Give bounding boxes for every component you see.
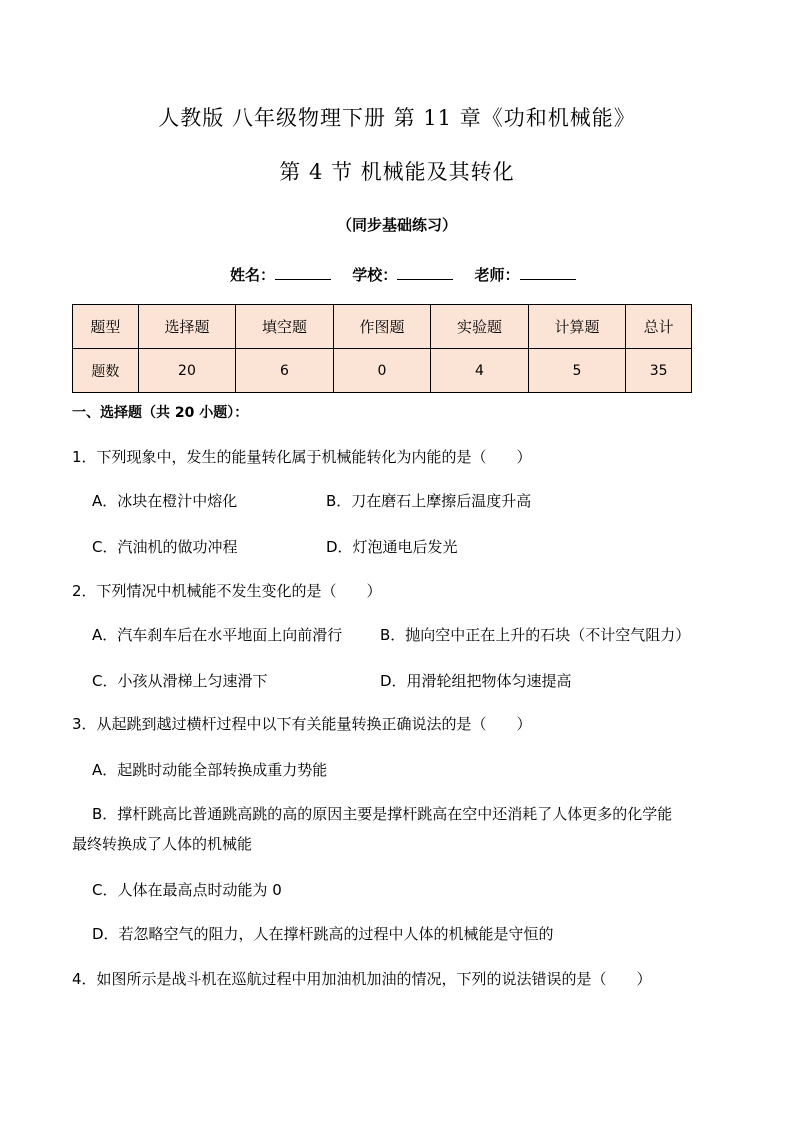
option-c: C．汽油机的做功冲程 bbox=[92, 538, 238, 556]
school-label: 学校： bbox=[352, 266, 398, 284]
teacher-blank bbox=[520, 265, 576, 280]
question-stem: 1．下列现象中，发生的能量转化属于机械能转化为内能的是（ ） bbox=[72, 448, 532, 466]
table-cell: 作图题 bbox=[333, 305, 431, 349]
table-cell: 20 bbox=[138, 349, 236, 393]
name-label: 姓名： bbox=[230, 266, 276, 284]
question-count-table bbox=[72, 304, 692, 393]
table-cell: 计算题 bbox=[528, 305, 626, 349]
question-stem: 4．如图所示是战斗机在巡航过程中用加油机加油的情况，下列的说法错误的是（ ） bbox=[72, 970, 652, 988]
option-d: D．灯泡通电后发光 bbox=[326, 538, 458, 556]
section-title-heading: 第 4 节 机械能及其转化 bbox=[279, 160, 515, 184]
option-b: B．刀在磨石上摩擦后温度升高 bbox=[326, 492, 532, 510]
worksheet-title: 人教版 八年级物理下册 第 11 章《功和机械能》 bbox=[158, 106, 636, 130]
option-d: D．用滑轮组把物体匀速提高 bbox=[380, 672, 572, 690]
table-cell: 题数 bbox=[73, 349, 139, 393]
option-a: A．冰块在橙汁中熔化 bbox=[92, 492, 238, 510]
student-info-line bbox=[230, 264, 576, 285]
table-cell: 题型 bbox=[73, 305, 139, 349]
question-stem: 3．从起跳到越过横杆过程中以下有关能量转换正确说法的是（ ） bbox=[72, 715, 532, 733]
option-c: C．小孩从滑梯上匀速滑下 bbox=[92, 672, 268, 690]
table-cell: 4 bbox=[431, 349, 529, 393]
table-cell: 选择题 bbox=[138, 305, 236, 349]
table-cell: 填空题 bbox=[236, 305, 334, 349]
table-cell: 实验题 bbox=[431, 305, 529, 349]
table-row bbox=[73, 349, 692, 393]
teacher-label: 老师： bbox=[474, 266, 520, 284]
option-a: A．起跳时动能全部转换成重力势能 bbox=[92, 761, 328, 779]
name-blank bbox=[275, 265, 331, 280]
option-c: C．人体在最高点时动能为 0 bbox=[92, 881, 282, 899]
table-cell: 5 bbox=[528, 349, 626, 393]
worksheet-subtitle: （同步基础练习） bbox=[336, 216, 457, 234]
table-cell: 0 bbox=[333, 349, 431, 393]
option-a: A．汽车刹车后在水平地面上向前滑行 bbox=[92, 626, 343, 644]
school-blank bbox=[397, 265, 453, 280]
option-b-continued: 最终转换成了人体的机械能 bbox=[72, 835, 253, 853]
option-d: D．若忽略空气的阻力，人在撑杆跳高的过程中人体的机械能是守恒的 bbox=[92, 925, 554, 943]
option-b: B．抛向空中正在上升的石块（不计空气阻力） bbox=[380, 626, 691, 644]
table-cell: 35 bbox=[626, 349, 692, 393]
option-b: B．撑杆跳高比普通跳高跳的高的原因主要是撑杆跳高在空中还消耗了人体更多的化学能 bbox=[92, 805, 673, 823]
question-stem: 2．下列情况中机械能不发生变化的是（ ） bbox=[72, 582, 382, 600]
table-header-row bbox=[73, 305, 692, 349]
table-cell: 6 bbox=[236, 349, 334, 393]
table-cell: 总计 bbox=[626, 305, 692, 349]
section-heading: 一、选择题（共 20 小题）： bbox=[72, 405, 249, 421]
